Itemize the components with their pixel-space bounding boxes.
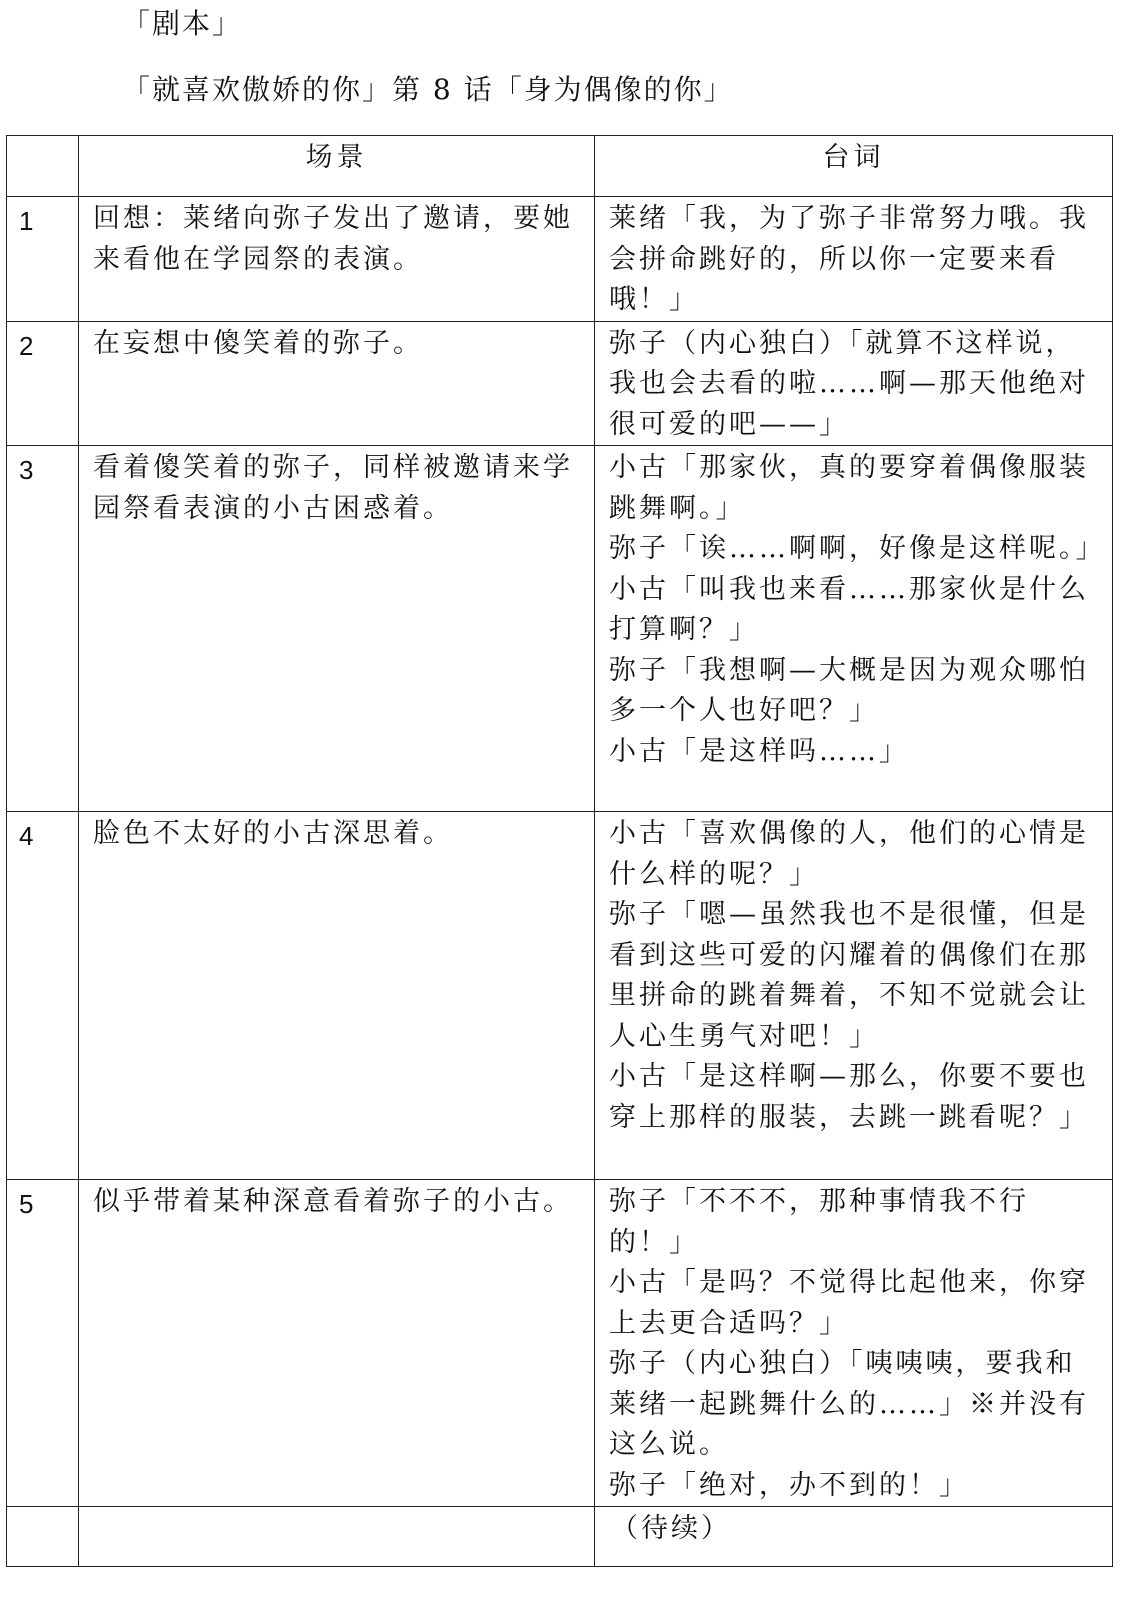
dialogue-line: 小古「是吗？不觉得比起他来，你穿上去更合适吗？」 [609, 1267, 1089, 1339]
dialogue-cell [595, 446, 1113, 812]
row-number: 1 [7, 197, 79, 322]
dialogue-line: 莱绪「我，为了弥子非常努力哦。我会拼命跳好的，所以你一定要来看哦！」 [609, 203, 1089, 315]
table-row [7, 1180, 1113, 1507]
row-number: 2 [7, 321, 79, 446]
scene-cell: 回想：莱绪向弥子发出了邀请，要她来看他在学园祭的表演。 [79, 197, 595, 322]
dialogue-cell [595, 812, 1113, 1180]
column-header-lines: 台词 [595, 136, 1113, 197]
row-number: 3 [7, 446, 79, 812]
table-header-row [7, 136, 1113, 197]
row-number: 5 [7, 1180, 79, 1507]
scene-cell: 在妄想中傻笑着的弥子。 [79, 321, 595, 446]
table-row [7, 321, 1113, 446]
table-row [7, 812, 1113, 1180]
dialogue-line: 弥子「不不不，那种事情我不行的！」 [609, 1186, 1029, 1258]
table-row [7, 446, 1113, 812]
document-label: 「剧本」 [122, 7, 243, 40]
dialogue-line: 弥子「绝对，办不到的！」 [609, 1469, 969, 1501]
continued-note: （待续） [611, 1513, 731, 1544]
dialogue-line: 小古「是这样啊—那么，你要不要也穿上那样的服装，去跳一跳看呢？」 [609, 1061, 1089, 1133]
dialogue-line: 小古「叫我也来看……那家伙是什么打算啊？」 [609, 573, 1089, 645]
dialogue-cell [595, 197, 1113, 322]
row-number-empty [7, 1507, 79, 1567]
dialogue-line: 小古「喜欢偶像的人，他们的心情是什么样的呢？」 [609, 818, 1089, 890]
dialogue-cell [595, 321, 1113, 446]
dialogue-cell [595, 1507, 1113, 1567]
scene-cell: 脸色不太好的小古深思着。 [79, 812, 595, 1180]
scene-cell: 似乎带着某种深意看着弥子的小古。 [79, 1180, 595, 1507]
dialogue-line: 弥子「诶……啊啊，好像是这样呢。」 [609, 533, 1106, 564]
row-number: 4 [7, 812, 79, 1180]
dialogue-line: 小古「那家伙，真的要穿着偶像服装跳舞啊。」 [609, 452, 1089, 524]
dialogue-line: 弥子（内心独白）「咦咦咦，要我和莱绪一起跳舞什么的……」※并没有这么说。 [609, 1348, 1089, 1460]
script-table [6, 135, 1113, 1567]
table-row [7, 1507, 1113, 1567]
dialogue-line: 弥子「嗯—虽然我也不是很懂，但是看到这些可爱的闪耀着的偶像们在那里拼命的跳着舞着，不知不觉就会让人心生勇气对吧！」 [609, 899, 1089, 1052]
document-title: 「就喜欢傲娇的你」第 8 话「身为偶像的你」 [122, 73, 734, 106]
column-header-scene: 场景 [79, 136, 595, 197]
dialogue-line: 弥子（内心独白）「就算不这样说，我也会去看的啦……啊—那天他绝对很可爱的吧——」 [609, 327, 1089, 440]
scene-cell: 看着傻笑着的弥子，同样被邀请来学园祭看表演的小古困惑着。 [79, 446, 595, 812]
column-header-number [7, 136, 79, 197]
dialogue-line: 小古「是这样吗……」 [609, 735, 909, 767]
scene-cell-empty [79, 1507, 595, 1567]
dialogue-cell [595, 1180, 1113, 1507]
table-row [7, 197, 1113, 322]
dialogue-line: 弥子「我想啊—大概是因为观众哪怕多一个人也好吧？」 [609, 654, 1089, 726]
